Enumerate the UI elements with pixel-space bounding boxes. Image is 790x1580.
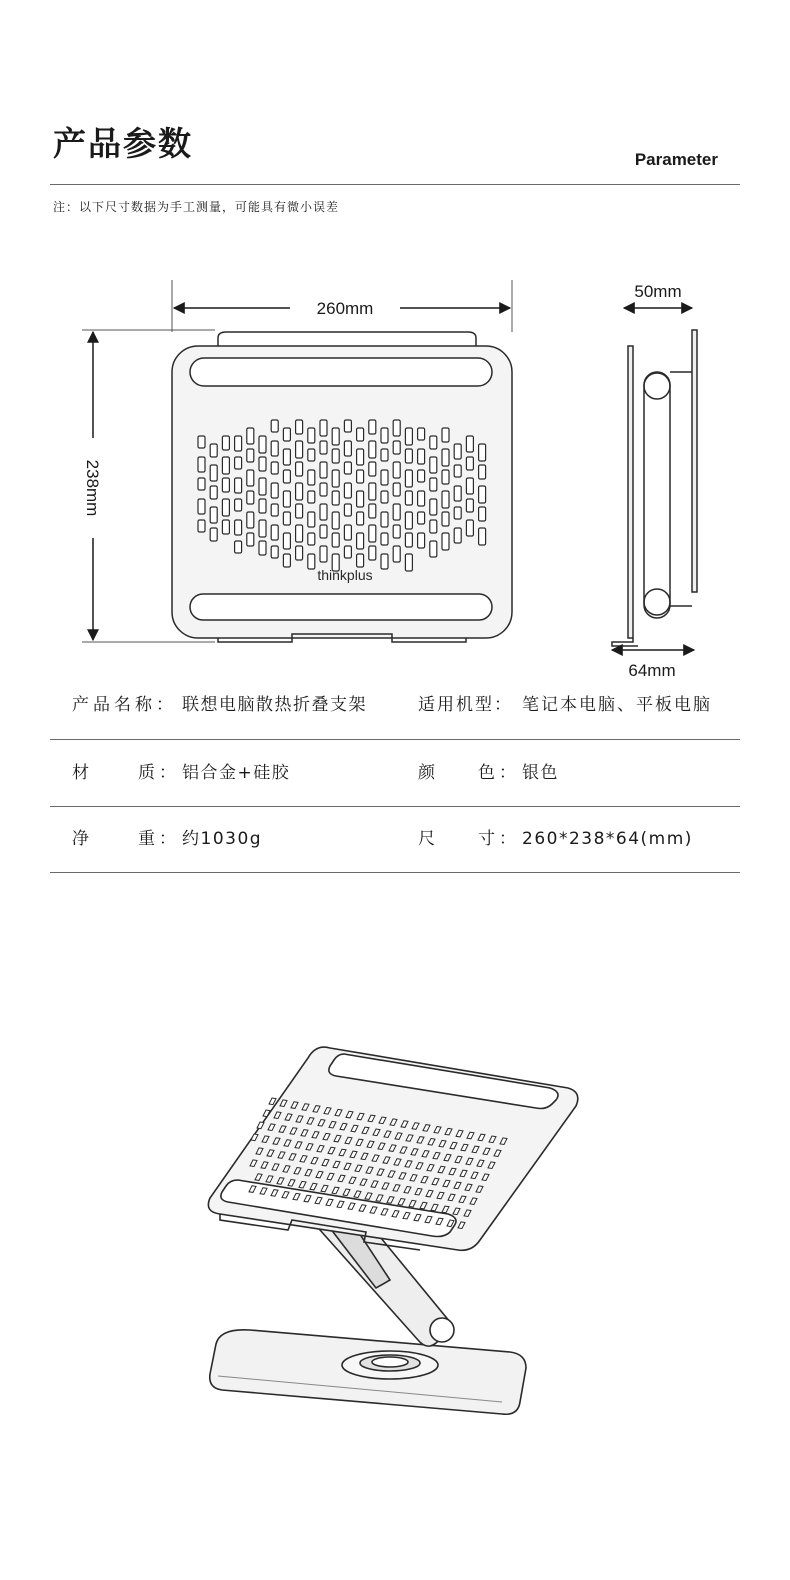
spec-name-label: 产品名称： (72, 695, 177, 715)
vent-hole (369, 483, 376, 500)
vent-hole (320, 462, 327, 478)
vent-hole (479, 486, 486, 503)
vent-hole (283, 449, 290, 465)
spec-models-label: 适用机型： (418, 695, 513, 715)
vent-hole (320, 483, 327, 496)
vent-hole (418, 491, 425, 506)
vent-hole (442, 449, 449, 466)
vent-hole (247, 428, 254, 444)
vent-hole (235, 436, 242, 451)
vent-hole (296, 525, 303, 542)
vent-hole (369, 504, 376, 518)
vent-hole (393, 441, 400, 454)
vent-hole (283, 470, 290, 483)
spec-size-label-a: 尺 (418, 829, 439, 849)
depth-bottom-label: 64mm (628, 661, 676, 680)
vent-hole (308, 449, 315, 461)
vent-hole (308, 491, 315, 503)
vent-hole (369, 420, 376, 434)
vent-hole (259, 499, 266, 513)
vent-hole (283, 428, 290, 441)
vent-hole (332, 449, 339, 463)
vent-hole (405, 554, 412, 571)
vent-hole (442, 428, 449, 442)
vent-hole (332, 470, 339, 487)
vent-hole (369, 546, 376, 560)
spec-color-value: 银色 (522, 763, 559, 783)
vent-hole (308, 533, 315, 545)
vent-hole (405, 449, 412, 463)
spec-name-value: 联想电脑散热折叠支架 (182, 695, 367, 715)
vent-hole (442, 512, 449, 526)
spec-models-value: 笔记本电脑、平板电脑 (522, 695, 712, 715)
vent-hole (210, 486, 217, 499)
vent-hole (296, 546, 303, 560)
vent-hole (259, 478, 266, 495)
vent-hole (430, 457, 437, 473)
width-label: 260mm (316, 299, 374, 318)
vent-hole (393, 525, 400, 538)
vent-hole (271, 441, 278, 456)
vent-hole (454, 444, 461, 459)
vent-hole (222, 499, 229, 516)
vent-hole (247, 512, 254, 528)
vent-hole (381, 491, 388, 503)
page-title: 产品参数 (53, 124, 193, 163)
vent-hole (210, 444, 217, 457)
vent-hole (418, 449, 425, 464)
vent-hole (235, 520, 242, 535)
vent-hole (344, 525, 351, 540)
vent-hole (466, 499, 473, 512)
vent-hole (381, 428, 388, 443)
vent-hole (332, 533, 339, 547)
vent-hole (344, 483, 351, 498)
vent-hole (369, 525, 376, 542)
vent-hole (198, 457, 205, 472)
vent-hole (269, 1098, 276, 1105)
vent-hole (296, 441, 303, 458)
vent-hole (283, 512, 290, 525)
vent-hole (381, 554, 388, 569)
vent-hole (296, 504, 303, 518)
spec-row-2 (50, 740, 740, 806)
vent-hole (198, 520, 205, 532)
vent-hole (344, 441, 351, 456)
vent-hole (405, 533, 412, 547)
vent-hole (357, 533, 364, 549)
vent-hole (235, 499, 242, 511)
header-divider (50, 184, 740, 185)
vent-hole (344, 462, 351, 474)
dimension-diagram (0, 270, 790, 690)
vent-hole (198, 478, 205, 490)
vent-hole (332, 512, 339, 529)
vent-hole (393, 483, 400, 496)
vent-hole (430, 436, 437, 449)
vent-hole (296, 420, 303, 434)
vent-hole (405, 428, 412, 445)
spec-material-label-b: 质： (138, 763, 180, 783)
spec-weight-label-a: 净 (72, 829, 93, 849)
vent-hole (247, 491, 254, 504)
spec-row-3 (50, 806, 740, 872)
vent-hole (247, 533, 254, 546)
vent-hole (357, 470, 364, 483)
vent-hole (308, 512, 315, 527)
vent-hole (405, 491, 412, 505)
vent-hole (393, 420, 400, 436)
vent-hole (271, 504, 278, 516)
vent-hole (259, 436, 266, 453)
brand-logo: thinkplus (317, 567, 373, 583)
vent-hole (332, 428, 339, 445)
vent-hole (357, 449, 364, 465)
vent-hole (479, 528, 486, 545)
stand-perspective-illustration (180, 1030, 600, 1430)
measurement-note: 注：以下尺寸数据为手工测量，可能具有微小误差 (53, 200, 340, 214)
vent-hole (296, 462, 303, 476)
vent-hole (430, 499, 437, 515)
vent-hole (454, 528, 461, 543)
vent-hole (283, 554, 290, 567)
vent-hole (454, 486, 461, 501)
vent-hole (320, 420, 327, 436)
vent-hole (466, 457, 473, 470)
vent-hole (357, 512, 364, 525)
page-subtitle: Parameter (634, 150, 718, 169)
depth-top-label: 50mm (634, 282, 682, 301)
vent-hole (369, 441, 376, 458)
vent-hole (271, 525, 278, 540)
vent-hole (344, 546, 351, 558)
vent-hole (320, 441, 327, 454)
table-divider-3 (50, 872, 740, 873)
vent-hole (430, 478, 437, 491)
spec-color-label-a: 颜 (418, 763, 439, 783)
vent-hole (454, 465, 461, 477)
vent-hole (357, 554, 364, 567)
vent-hole (308, 554, 315, 569)
vent-hole (235, 457, 242, 469)
vent-hole (247, 449, 254, 462)
vent-hole (283, 533, 290, 549)
spec-row-1 (50, 672, 740, 738)
vent-hole (479, 444, 486, 461)
spec-size-label-b: 寸： (478, 829, 520, 849)
vent-hole (320, 546, 327, 562)
vent-hole (381, 449, 388, 461)
spec-weight-label-b: 重： (138, 829, 180, 849)
vent-hole (271, 420, 278, 432)
vent-hole (393, 504, 400, 520)
vent-hole (479, 465, 486, 479)
vent-hole (222, 520, 229, 534)
vent-hole (418, 533, 425, 548)
vent-hole (454, 507, 461, 519)
vent-hole (308, 470, 315, 485)
vent-hole (405, 512, 412, 529)
vent-hole (222, 478, 229, 492)
vent-hole (283, 491, 290, 507)
vent-hole (296, 483, 303, 500)
vent-hole (466, 478, 473, 494)
vent-hole (308, 428, 315, 443)
vent-hole (259, 457, 266, 471)
vent-hole (393, 546, 400, 562)
vent-hole (332, 491, 339, 505)
vent-hole (418, 470, 425, 482)
spec-weight-value: 约1030g (182, 829, 263, 849)
vent-hole (466, 520, 473, 536)
vent-hole (210, 465, 217, 481)
spec-material-label-a: 材 (72, 763, 93, 783)
vent-hole (320, 525, 327, 538)
vent-hole (259, 541, 266, 555)
spec-size-value: 260*238*64(mm) (522, 829, 693, 849)
vent-hole (442, 470, 449, 484)
vent-hole (393, 462, 400, 478)
vent-hole (198, 499, 205, 514)
vent-hole (271, 546, 278, 558)
vent-hole (442, 533, 449, 550)
vent-hole (418, 428, 425, 440)
vent-hole (344, 504, 351, 516)
vent-hole (381, 470, 388, 485)
vent-hole (320, 504, 327, 520)
vent-hole (442, 491, 449, 508)
vent-hole (344, 420, 351, 432)
vent-hole (430, 541, 437, 557)
vent-hole (210, 528, 217, 541)
vent-hole (479, 507, 486, 521)
vent-hole (271, 483, 278, 498)
vent-hole (369, 462, 376, 476)
vent-hole (210, 507, 217, 523)
vent-hole (271, 462, 278, 474)
vent-hole (247, 470, 254, 486)
vent-hole (222, 436, 229, 450)
spec-material-value: 铝合金+硅胶 (182, 763, 291, 783)
vent-hole (381, 533, 388, 545)
vent-hole (222, 457, 229, 474)
vent-hole (381, 512, 388, 527)
vent-hole (466, 436, 473, 452)
vent-hole (430, 520, 437, 533)
height-label: 238mm (83, 459, 102, 517)
spec-color-label-b: 色： (478, 763, 520, 783)
vent-hole (405, 470, 412, 487)
vent-hole (235, 541, 242, 553)
stand-side-view (612, 330, 697, 646)
vent-hole (198, 436, 205, 448)
vent-hole (357, 428, 364, 441)
vent-hole (418, 512, 425, 524)
vent-hole (235, 478, 242, 493)
vent-hole (357, 491, 364, 507)
vent-hole (259, 520, 266, 537)
